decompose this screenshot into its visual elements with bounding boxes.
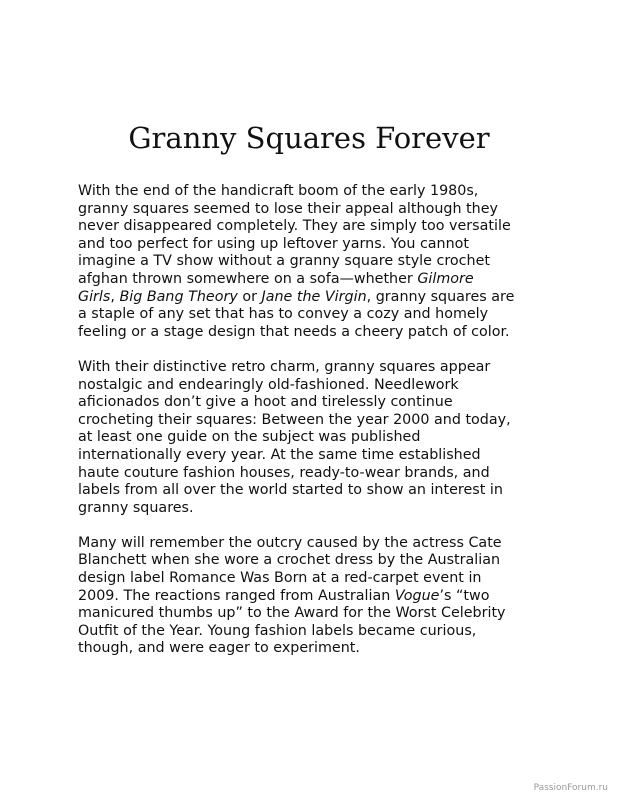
text-line [78, 605, 548, 623]
text-line [78, 465, 548, 483]
text-line [78, 359, 548, 377]
text-line [78, 183, 548, 201]
text-run: aficionados don’t give a hoot and tirelessly continue [78, 394, 453, 411]
text-run: labels from all over the world started to show an interest in [78, 482, 503, 499]
text-run: at least one guide on the subject was published [78, 429, 421, 446]
text-run: and too perfect for using up leftover yarns. You cannot [78, 235, 470, 252]
text-run: granny squares. [78, 499, 194, 516]
text-run: nostalgic and endearingly old-fashioned. Needlework [78, 376, 459, 393]
text-line [78, 377, 548, 395]
text-run: With the end of the handicraft boom of the early 1980s, [78, 183, 479, 199]
text-run: internationally every year. At the same time established [78, 446, 481, 463]
text-run: imagine a TV show without a granny square style crochet [78, 253, 490, 270]
text-line [78, 306, 548, 324]
text-line [78, 623, 548, 641]
document-body [78, 183, 548, 676]
italic-text-run: Vogue [394, 587, 440, 604]
text-line [78, 236, 548, 254]
italic-text-run: Jane the Virgin [261, 288, 367, 305]
text-line [78, 640, 548, 658]
paragraph [78, 359, 548, 517]
text-run: ’s “two [439, 587, 490, 604]
text-line [78, 324, 548, 342]
text-run: feeling or a stage design that needs a cheery patch of color. [78, 323, 510, 340]
italic-text-run: Big Bang Theory [119, 288, 238, 305]
text-run: haute couture fashion houses, ready-to-wear brands, and [78, 464, 490, 481]
text-run: , [110, 288, 120, 305]
text-run: never disappeared completely. They are simply too versatile [78, 218, 511, 235]
italic-text-run: Gilmore [417, 270, 474, 287]
text-run: With their distinctive retro charm, granny squares appear [78, 358, 491, 375]
italic-text-run: Girls [78, 288, 111, 305]
text-run: granny squares seemed to lose their appeal although they [78, 200, 498, 217]
text-line [78, 201, 548, 219]
text-run: Many will remember the outcry caused by the actress Cate [78, 534, 502, 551]
text-line [78, 429, 548, 447]
text-run: manicured thumbs up” to the Award for the Worst Celebrity [78, 605, 506, 622]
text-run: though, and were eager to experiment. [78, 640, 360, 657]
text-line [78, 394, 548, 412]
text-run: Outfit of the Year. Young fashion labels became curious, [78, 622, 477, 639]
text-line [78, 588, 548, 606]
text-run: afghan thrown somewhere on a sofa—whether [78, 270, 418, 287]
text-line [78, 482, 548, 500]
text-line [78, 447, 548, 465]
text-line [78, 412, 548, 430]
text-line [78, 570, 548, 588]
text-line [78, 289, 548, 307]
text-run: or [237, 288, 262, 305]
text-line [78, 253, 548, 271]
text-line [78, 535, 548, 553]
text-run: , granny squares are [366, 288, 515, 305]
text-run: Blanchett when she wore a crochet dress by the Australian [78, 552, 501, 569]
text-run: 2009. The reactions ranged from Australian [78, 587, 395, 604]
text-line [78, 552, 548, 570]
text-line [78, 271, 548, 289]
paragraph [78, 183, 548, 341]
text-run: crocheting their squares: Between the year 2000 and today, [78, 411, 511, 428]
text-line [78, 218, 548, 236]
watermark: PassionForum.ru [533, 783, 608, 793]
document-title: Granny Squares Forever [128, 121, 490, 155]
paragraph [78, 535, 548, 658]
text-line [78, 500, 548, 518]
text-run: a staple of any set that has to convey a cozy and homely [78, 306, 489, 323]
text-run: design label Romance Was Born at a red-carpet event in [78, 570, 482, 587]
